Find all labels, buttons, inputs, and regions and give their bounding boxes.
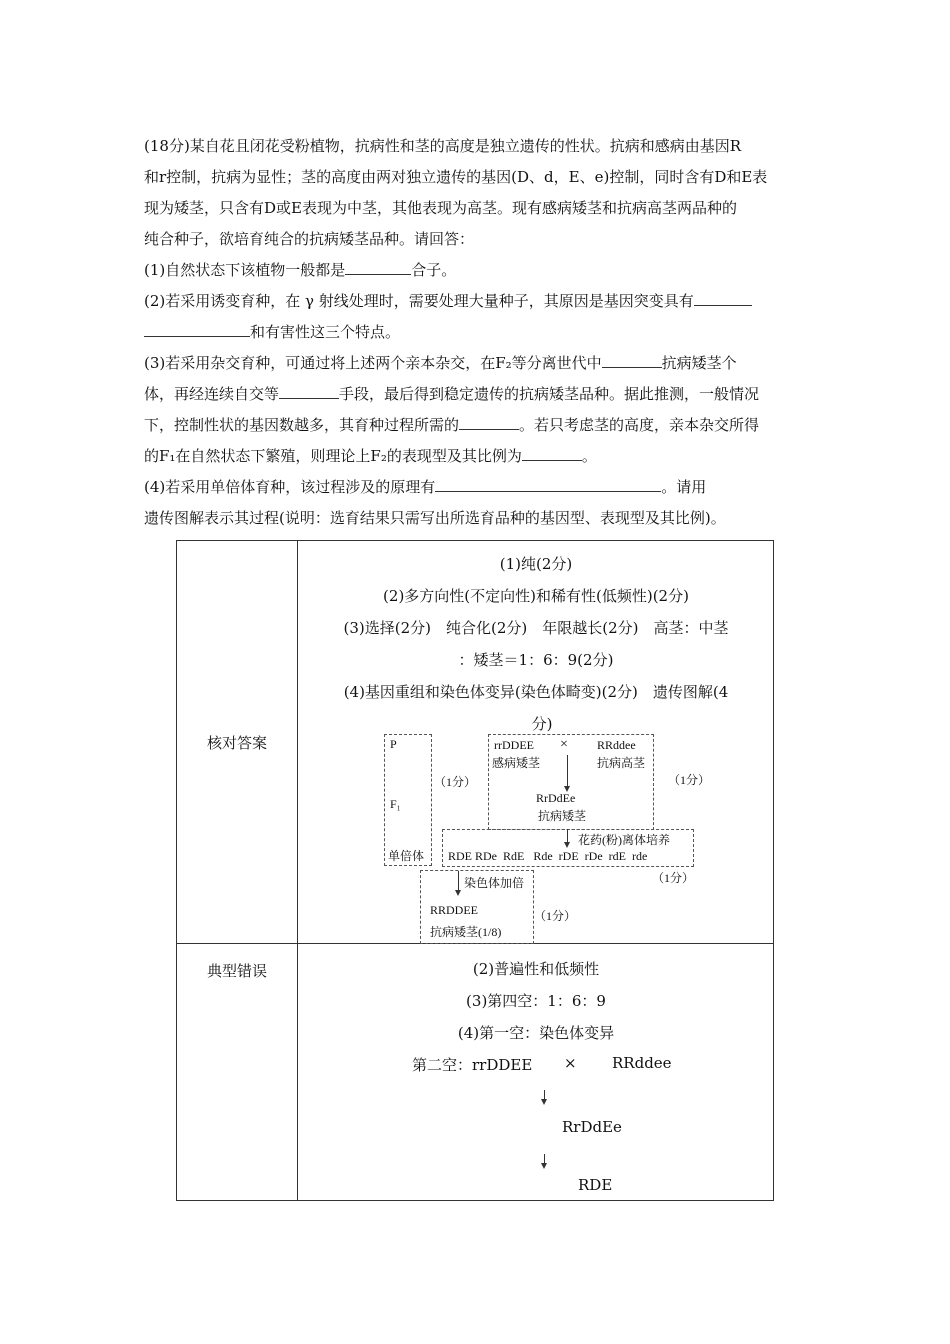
- arrow-down: [544, 1154, 545, 1164]
- answer-blank[interactable]: [602, 351, 662, 368]
- error-row: [177, 944, 774, 1201]
- subquestion-1: (1)自然状态下该植物一般都是 合子。: [144, 255, 808, 286]
- error-cross-sign: ×: [564, 1054, 577, 1072]
- answer-blank[interactable]: [345, 258, 411, 275]
- error-line: (2)普遍性和低频性: [472, 960, 600, 978]
- error-cross-parent2: RRddee: [612, 1054, 672, 1072]
- subquestion-4-line2: 遗传图解表示其过程(说明：选育结果只需写出所选育品种的基因型、表现型及其比例)。: [144, 509, 726, 527]
- answer-blank[interactable]: [435, 475, 661, 492]
- score-label: （1分）: [652, 871, 695, 885]
- subquestion-3-line3: 下，控制性状的基因数越多，其育种过程所需的 。若只考虑茎的高度，亲本杂交所得: [144, 410, 808, 441]
- error-line: (4)第一空：染色体变异: [457, 1024, 615, 1042]
- subquestion-3: (3)若采用杂交育种，可通过将上述两个亲本杂交，在F₂等分离世代中 抗病矮茎个: [144, 348, 808, 379]
- anther-culture-label: 花药(粉)离体培养: [578, 833, 670, 847]
- arrow-down: [567, 829, 568, 843]
- question-line: 纯合种子，欲培育纯合的抗病矮茎品种。请回答：: [144, 230, 475, 248]
- subquestion-4: (4)若采用单倍体育种，该过程涉及的原理有 。请用: [144, 472, 808, 503]
- score-label: （1分）: [534, 909, 577, 923]
- subquestion-2-cont: 和有害性这三个特点。: [144, 317, 808, 348]
- arrow-down: [458, 871, 459, 891]
- f1-genotype: RrDdEe: [536, 791, 576, 805]
- doubling-label: 染色体加倍: [464, 876, 525, 890]
- answer-line: (3)选择(2分) 纯合化(2分) 年限越长(2分) 高茎：中茎: [343, 619, 729, 637]
- arrow-down: [567, 755, 568, 787]
- answer-label: 核对答案: [177, 541, 298, 944]
- score-label: （1分）: [668, 773, 711, 787]
- error-label: 典型错误: [177, 944, 298, 1201]
- question-line: 现为矮茎，只含有D或E表现为中茎，其他表现为高茎。现有感病矮茎和抗病高茎两品种的: [144, 199, 737, 217]
- arrow-down: [544, 1090, 545, 1100]
- subquestion-3-line2: 体，再经连续自交等 手段，最后得到稳定遗传的抗病矮茎品种。据此推测，一般情况: [144, 379, 808, 410]
- score-label: （1分）: [434, 775, 477, 789]
- subquestion-3-line4: 的F₁在自然状态下繁殖，则理论上F₂的表现型及其比例为 。: [144, 441, 808, 472]
- parent1-genotype: rrDDEE: [494, 738, 534, 752]
- answer-line: ：矮茎＝1：6：9(2分): [458, 651, 614, 669]
- answer-line: (4)基因重组和染色体变异(染色体畸变)(2分) 遗传图解(4: [343, 683, 729, 701]
- answer-cell: [298, 541, 774, 944]
- f1-phenotype: 抗病矮茎: [538, 809, 587, 823]
- answer-blank[interactable]: [459, 413, 519, 430]
- error-f1: RrDdEe: [562, 1118, 622, 1136]
- answer-line: (1)纯(2分): [499, 555, 573, 573]
- answer-blank[interactable]: [279, 382, 339, 399]
- answer-line: 分): [531, 715, 553, 733]
- gamete-genotypes: RDE RDe RdE Rde rDE rDe rdE rde: [448, 849, 648, 863]
- subquestion-2: (2)若采用诱变育种，在 γ 射线处理时，需要处理大量种子，其原因是基因突变具有: [144, 286, 808, 317]
- result-genotype: RRDDEE: [430, 903, 478, 917]
- question-line: (18分)某自花且闭花受粉植物，抗病性和茎的高度是独立遗传的性状。抗病和感病由基因R: [144, 137, 742, 155]
- parent2-genotype: RRddee: [597, 738, 636, 752]
- answer-blank[interactable]: [522, 444, 582, 461]
- error-cross-label: 第二空：rrDDEE: [412, 1056, 533, 1074]
- parent2-phenotype: 抗病高茎: [597, 756, 646, 770]
- question-line: 和r控制，抗病为显性；茎的高度由两对独立遗传的基因(D、d，E、e)控制，同时含有D和E表: [144, 168, 768, 186]
- cross-sign: ×: [560, 737, 568, 752]
- question-block: [144, 131, 808, 534]
- answer-line: (2)多方向性(不定向性)和稀有性(低频性)(2分): [383, 587, 689, 605]
- parent1-phenotype: 感病矮茎: [492, 756, 541, 770]
- answer-blank[interactable]: [694, 289, 752, 306]
- error-cell: [298, 944, 774, 1201]
- error-line: (3)第四空：1：6：9: [466, 992, 606, 1010]
- answer-blank[interactable]: [144, 320, 250, 337]
- label-f1: F₁: [390, 797, 401, 811]
- label-p: P: [390, 737, 397, 751]
- label-haploid: 单倍体: [388, 849, 425, 863]
- answer-table: [176, 540, 774, 1201]
- error-gamete: RDE: [578, 1176, 613, 1194]
- result-phenotype: 抗病矮茎(1/8): [430, 925, 502, 939]
- answer-row: [177, 541, 774, 944]
